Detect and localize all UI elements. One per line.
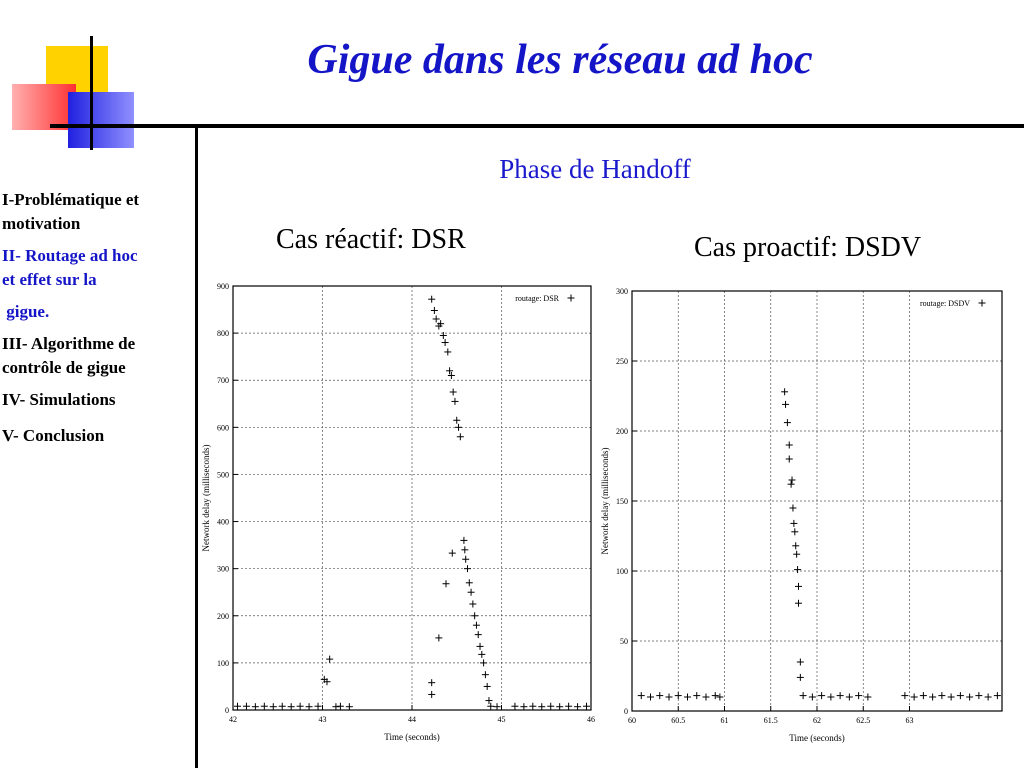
sidebar-line: IV- Simulations	[2, 390, 116, 409]
data-point	[583, 703, 590, 710]
data-point	[468, 589, 475, 596]
data-point	[790, 520, 797, 527]
sidebar-item-conclusion[interactable]	[2, 424, 194, 448]
data-point	[675, 692, 682, 699]
data-point	[716, 694, 723, 701]
data-point	[469, 601, 476, 608]
data-point	[446, 367, 453, 374]
x-tick-label: 62.5	[856, 716, 871, 725]
y-tick-label: 0	[225, 706, 229, 715]
y-tick-label: 50	[620, 637, 628, 646]
x-tick-label: 60	[628, 716, 636, 725]
logo-blue-square	[68, 92, 134, 148]
data-point	[297, 703, 304, 710]
data-point	[994, 692, 1001, 699]
x-tick-label: 44	[408, 715, 416, 724]
data-point	[460, 537, 467, 544]
x-tick-label: 43	[318, 715, 327, 724]
data-point	[442, 339, 449, 346]
data-point	[795, 583, 802, 590]
data-point	[529, 703, 536, 710]
data-point	[288, 703, 295, 710]
data-point	[985, 694, 992, 701]
x-axis-label: Time (seconds)	[789, 733, 845, 743]
data-point	[797, 659, 804, 666]
y-tick-label: 300	[217, 564, 229, 574]
data-point	[428, 679, 435, 686]
data-point	[433, 315, 440, 322]
y-tick-label: 0	[624, 707, 628, 716]
data-point	[538, 703, 545, 710]
data-point	[656, 692, 663, 699]
data-point	[782, 401, 789, 408]
data-point	[792, 542, 799, 549]
sidebar-line: III- Algorithme de	[2, 334, 136, 353]
sidebar-item-simulations[interactable]	[2, 388, 194, 412]
data-point	[494, 703, 501, 710]
data-point	[789, 505, 796, 512]
data-point	[795, 600, 802, 607]
data-point	[477, 643, 484, 650]
data-point	[480, 659, 487, 666]
y-tick-label: 150	[616, 497, 628, 506]
y-tick-label: 200	[616, 427, 628, 436]
data-point	[818, 692, 825, 699]
data-point	[793, 551, 800, 558]
y-tick-label: 600	[217, 423, 229, 433]
data-point	[461, 546, 468, 553]
data-point	[453, 417, 460, 424]
data-point	[448, 372, 455, 379]
data-point	[809, 694, 816, 701]
x-tick-label: 60.5	[671, 716, 686, 725]
data-point	[788, 481, 795, 488]
data-point	[475, 631, 482, 638]
data-point	[855, 692, 862, 699]
data-point	[428, 296, 435, 303]
sidebar-line: contrôle de gigue	[2, 358, 126, 377]
data-point	[466, 579, 473, 586]
data-point	[556, 703, 563, 710]
data-point	[975, 692, 982, 699]
data-point	[781, 388, 788, 395]
data-point	[457, 433, 464, 440]
left-case-label: Cas réactif: DSR	[276, 224, 466, 255]
data-point	[791, 528, 798, 535]
data-point	[574, 703, 581, 710]
data-point	[450, 389, 457, 396]
sidebar	[2, 188, 194, 448]
data-point	[306, 703, 313, 710]
data-point	[929, 694, 936, 701]
y-tick-label: 250	[616, 357, 628, 366]
data-point	[252, 703, 259, 710]
data-point	[473, 622, 480, 629]
y-axis-label: Network delay (milliseconds)	[600, 447, 610, 555]
data-point	[712, 692, 719, 699]
data-point	[666, 694, 673, 701]
sidebar-item-routage[interactable]	[2, 244, 194, 324]
data-point	[449, 550, 456, 557]
data-point	[864, 694, 871, 701]
data-point	[435, 634, 442, 641]
data-point	[638, 692, 645, 699]
data-point	[693, 692, 700, 699]
logo	[0, 30, 140, 150]
data-point	[270, 703, 277, 710]
data-point	[482, 671, 489, 678]
x-tick-label: 61.5	[763, 716, 778, 725]
data-point	[789, 477, 796, 484]
y-tick-label: 900	[217, 282, 229, 291]
slide-subtitle: Phase de Handoff	[499, 154, 691, 184]
y-tick-label: 400	[217, 517, 229, 527]
legend-label: routage: DSDV	[920, 299, 970, 308]
x-tick-label: 45	[497, 715, 506, 724]
data-point	[279, 703, 286, 710]
y-tick-label: 800	[217, 329, 229, 339]
sidebar-line: motivation	[2, 214, 81, 233]
data-point	[684, 694, 691, 701]
data-point	[451, 398, 458, 405]
slide-title: Gigue dans les réseau ad hoc	[307, 37, 813, 83]
x-axis-label: Time (seconds)	[384, 732, 440, 742]
data-point	[471, 612, 478, 619]
data-point	[443, 580, 450, 587]
sidebar-item-algorithme[interactable]	[2, 332, 194, 380]
sidebar-line: II- Routage ad hoc	[2, 246, 138, 265]
data-point	[511, 703, 518, 710]
data-point	[948, 694, 955, 701]
data-point	[565, 703, 572, 710]
data-point	[837, 692, 844, 699]
data-point	[794, 566, 801, 573]
data-point	[786, 456, 793, 463]
x-tick-label: 62	[813, 716, 821, 725]
x-tick-label: 46	[587, 715, 595, 724]
right-case-label: Cas proactif: DSDV	[694, 232, 922, 263]
data-point	[428, 691, 435, 698]
data-point	[920, 692, 927, 699]
data-point	[462, 556, 469, 563]
data-point	[957, 692, 964, 699]
data-point	[784, 419, 791, 426]
data-point	[315, 703, 322, 710]
data-point	[703, 694, 710, 701]
y-tick-label: 100	[217, 658, 229, 668]
data-point	[786, 442, 793, 449]
y-tick-label: 500	[217, 470, 229, 480]
y-tick-label: 700	[217, 376, 229, 386]
legend-marker	[568, 295, 575, 302]
data-point	[431, 307, 438, 314]
sidebar-line: I-Problématique et	[2, 190, 140, 209]
x-tick-label: 63	[905, 716, 914, 725]
sidebar-divider	[195, 126, 198, 768]
logo-vertical-line	[90, 36, 93, 150]
data-point	[346, 703, 353, 710]
data-point	[464, 565, 471, 572]
data-point	[478, 651, 485, 658]
data-point	[547, 703, 554, 710]
data-point	[827, 694, 834, 701]
data-point	[938, 692, 945, 699]
dsdv-delay-chart	[602, 282, 1012, 752]
sidebar-line: gigue.	[2, 302, 50, 321]
data-point	[520, 703, 527, 710]
data-point	[966, 694, 973, 701]
y-axis-label: Network delay (milliseconds)	[201, 444, 211, 552]
y-tick-label: 200	[217, 611, 229, 621]
y-tick-label: 100	[616, 567, 628, 576]
x-tick-label: 61	[720, 716, 729, 725]
legend-marker	[979, 300, 986, 307]
data-point	[234, 703, 241, 710]
data-point	[444, 348, 451, 355]
legend-label: routage: DSR	[515, 294, 559, 303]
data-point	[797, 674, 804, 681]
data-point	[846, 694, 853, 701]
sidebar-line: V- Conclusion	[2, 426, 105, 445]
sidebar-line: et effet sur la	[2, 270, 97, 289]
data-point	[337, 703, 344, 710]
data-point	[487, 703, 494, 710]
data-point	[800, 692, 807, 699]
data-point	[326, 656, 333, 663]
data-point	[485, 697, 492, 704]
data-point	[455, 424, 462, 431]
data-point	[647, 694, 654, 701]
dsr-delay-chart	[200, 276, 600, 746]
x-tick-label: 42	[229, 715, 237, 724]
data-point	[243, 703, 250, 710]
y-tick-label: 300	[616, 287, 628, 296]
data-point	[261, 703, 268, 710]
data-point	[901, 692, 908, 699]
data-point	[911, 694, 918, 701]
data-point	[484, 683, 491, 690]
sidebar-item-problematique[interactable]	[2, 188, 194, 236]
